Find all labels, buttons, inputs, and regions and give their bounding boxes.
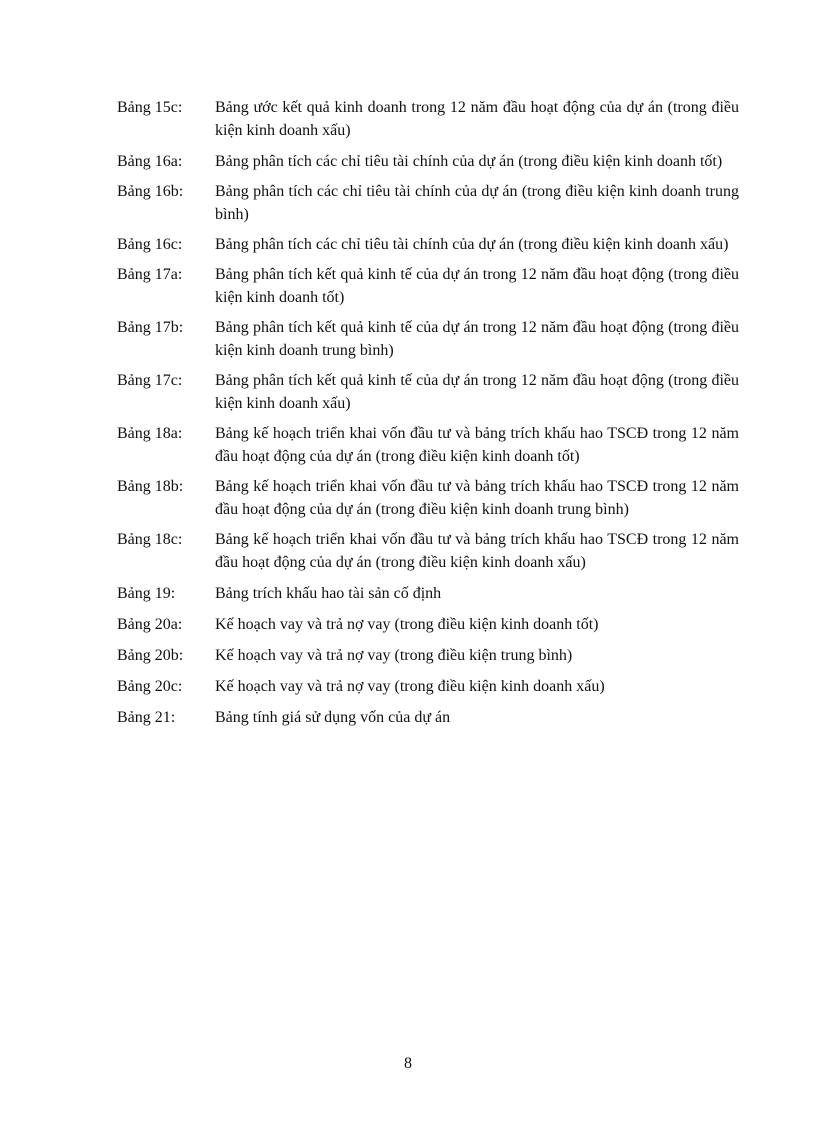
table-description: Bảng tính giá sử dụng vốn của dự án [215,709,451,726]
page-number: 8 [404,1055,412,1072]
list-item [117,316,739,362]
list-item [117,180,739,226]
list-item [117,263,739,309]
table-description: Bảng phân tích các chỉ tiêu tài chính của dự án (trong điều kiện kinh doanh trung bình) [215,183,739,223]
table-description: Bảng ước kết quả kinh doanh trong 12 năm đầu hoạt động của dự án (trong điều kiện kinh doanh xấu) [215,99,739,139]
table-label: Bảng 18c: [117,531,183,548]
list-item [117,706,739,729]
table-label: Bảng 18b: [117,478,184,495]
table-list [117,96,739,729]
table-description: Bảng trích khấu hao tài sản cố định [215,585,442,602]
table-label: Bảng 16a: [117,153,183,170]
list-item [117,422,739,468]
list-item [117,582,739,605]
list-item [117,675,739,698]
table-label: Bảng 21: [117,709,176,726]
table-label: Bảng 20a: [117,616,183,633]
table-description: Bảng kế hoạch triển khai vốn đầu tư và bảng trích khấu hao TSCĐ trong 12 năm đầu hoạt động của dự án (trong điều kiện kinh doanh tốt) [215,425,739,465]
table-description: Bảng kế hoạch triển khai vốn đầu tư và bảng trích khấu hao TSCĐ trong 12 năm đầu hoạt động của dự án (trong điều kiện kinh doanh xấu) [215,531,739,571]
table-description: Bảng phân tích kết quả kinh tế của dự án trong 12 năm đầu hoạt động (trong điều kiện kinh doanh xấu) [215,372,739,412]
table-description: Kế hoạch vay và trả nợ vay (trong điều kiện trung bình) [215,647,573,664]
table-label: Bảng 16c: [117,236,183,253]
table-label: Bảng 17a: [117,266,183,283]
list-item [117,150,739,173]
list-item [117,644,739,667]
table-label: Bảng 16b: [117,183,184,200]
table-description: Bảng phân tích kết quả kinh tế của dự án trong 12 năm đầu hoạt động (trong điều kiện kinh doanh tốt) [215,266,739,306]
table-label: Bảng 15c: [117,99,183,116]
table-description: Bảng phân tích các chỉ tiêu tài chính của dự án (trong điều kiện kinh doanh tốt) [215,153,723,170]
table-label: Bảng 17c: [117,372,183,389]
table-label: Bảng 20b: [117,647,184,664]
list-item [117,528,739,574]
table-label: Bảng 20c: [117,678,183,695]
list-item [117,233,739,256]
table-description: Kế hoạch vay và trả nợ vay (trong điều kiện kinh doanh xấu) [215,678,605,695]
table-description: Bảng phân tích các chỉ tiêu tài chính của dự án (trong điều kiện kinh doanh xấu) [215,236,729,253]
table-label: Bảng 17b: [117,319,184,336]
list-item [117,475,739,521]
table-description: Bảng phân tích kết quả kinh tế của dự án trong 12 năm đầu hoạt động (trong điều kiện kinh doanh trung bình) [215,319,739,359]
table-description: Bảng kế hoạch triển khai vốn đầu tư và bảng trích khấu hao TSCĐ trong 12 năm đầu hoạt động của dự án (trong điều kiện kinh doanh trung bình) [215,478,739,518]
list-item [117,613,739,636]
table-label: Bảng 19: [117,585,176,602]
table-label: Bảng 18a: [117,425,183,442]
table-description: Kế hoạch vay và trả nợ vay (trong điều kiện kinh doanh tốt) [215,616,599,633]
list-item [117,96,739,142]
list-item [117,369,739,415]
